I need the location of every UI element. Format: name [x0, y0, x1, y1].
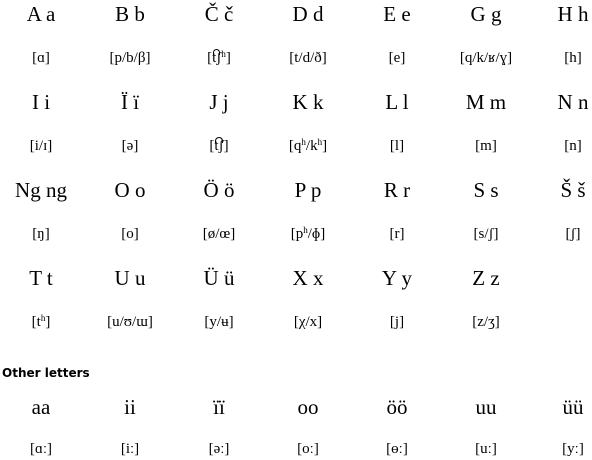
ipa-z: [z/ʒ]	[472, 314, 500, 330]
ipa-s: [s/ʃ]	[473, 226, 499, 242]
letter-e: E e	[383, 2, 411, 26]
letter-l: L l	[385, 90, 409, 114]
letter-ii: ii	[124, 395, 136, 419]
ipa-g: [q/k/ʁ/ɣ]	[459, 50, 513, 66]
ipa-aa: [ɑː]	[29, 441, 52, 457]
ipa-uu: [uː]	[475, 441, 497, 457]
ipa-s-caron: [ʃ]	[565, 226, 581, 242]
letter-m: M m	[465, 90, 507, 114]
letter-b: B b	[115, 2, 145, 26]
letter-s-caron: Š š	[560, 178, 586, 202]
letter-g: G g	[470, 2, 502, 26]
letter-p: P p	[294, 178, 322, 202]
ipa-h: [h]	[564, 50, 582, 66]
ipa-j: [tʃ]	[209, 138, 229, 154]
letter-o-diaeresis: Ö ö	[203, 178, 235, 202]
ipa-uu-diaeresis: [yː]	[562, 441, 584, 457]
ipa-i-diaeresis: [ə]	[121, 138, 139, 154]
letter-u-diaeresis: Ü ü	[203, 266, 235, 290]
letter-i-diaeresis: Ï ï	[120, 90, 140, 114]
ipa-a: [ɑ]	[32, 50, 50, 66]
letter-s: S s	[473, 178, 499, 202]
other-letters-heading: Other letters	[2, 366, 90, 380]
ipa-k: $[q^h/k^h]$	[288, 137, 328, 154]
letter-oo: oo	[297, 395, 319, 419]
ipa-ii: [iː]	[120, 441, 140, 457]
ipa-p: $[p^h/ɸ]$	[290, 225, 326, 242]
letter-z: Z z	[472, 266, 500, 290]
letter-aa: aa	[31, 395, 51, 419]
letter-i: I i	[31, 90, 51, 114]
letter-o: O o	[114, 178, 146, 202]
letter-d: D d	[292, 2, 324, 26]
ipa-oo-diaeresis: [ɵː]	[386, 441, 408, 457]
ipa-n: [n]	[564, 138, 582, 154]
letter-k: K k	[292, 90, 324, 114]
ipa-l: [l]	[389, 138, 405, 154]
letter-a: A a	[26, 2, 56, 26]
ipa-oo: [oː]	[297, 441, 319, 457]
letter-ng: Ng ng	[15, 178, 67, 202]
letter-n: N n	[557, 90, 589, 114]
letter-ii-diaeresis: ïï	[213, 395, 225, 419]
letter-h: H h	[557, 2, 589, 26]
ipa-ii-diaeresis: [əː]	[208, 441, 230, 457]
ipa-c-caron: [tʃ$^h$]	[207, 49, 231, 66]
ipa-y: [j]	[389, 314, 405, 330]
ipa-ng: [ŋ]	[32, 226, 50, 242]
letter-uu: uu	[475, 395, 497, 419]
ipa-o-diaeresis: [ø/œ]	[202, 226, 236, 242]
ipa-r: [r]	[389, 226, 405, 242]
ipa-t: $[t^h]$	[31, 313, 51, 330]
ipa-b: [p/b/β]	[109, 50, 151, 66]
letter-c-caron: Č č	[204, 2, 234, 26]
letter-r: R r	[383, 178, 411, 202]
ipa-e: [e]	[388, 50, 406, 66]
letter-oo-diaeresis: öö	[386, 395, 408, 419]
ipa-x: [χ/x]	[293, 314, 323, 330]
letter-u: U u	[114, 266, 146, 290]
ipa-u-diaeresis: [y/ʉ]	[204, 314, 234, 330]
letter-j: J j	[209, 90, 229, 114]
letter-y: Y y	[381, 266, 413, 290]
ipa-m: [m]	[475, 138, 497, 154]
letter-t: T t	[29, 266, 53, 290]
letter-x: X x	[292, 266, 324, 290]
ipa-o: [o]	[121, 226, 139, 242]
letter-uu-diaeresis: üü	[562, 395, 584, 419]
ipa-u: [u/ʊ/ɯ]	[107, 314, 153, 330]
ipa-d: [t/d/ð]	[289, 50, 327, 66]
ipa-i: [i/ɪ]	[29, 138, 53, 154]
